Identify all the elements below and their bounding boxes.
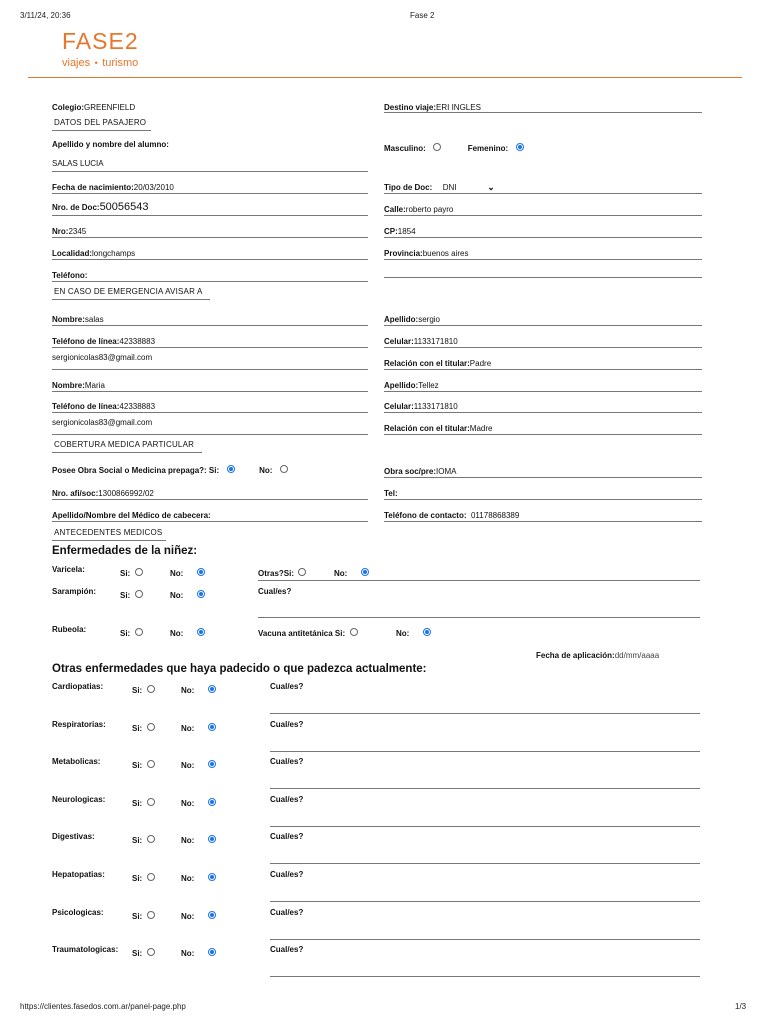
disease-si xyxy=(132,680,155,698)
sarampion-no-radio[interactable] xyxy=(197,590,205,598)
nro-doc-field xyxy=(52,197,149,215)
logo xyxy=(62,28,139,55)
tel-contacto-value[interactable]: 01178868389 xyxy=(470,511,520,520)
nro-value[interactable]: 2345 xyxy=(68,227,87,236)
tel-contacto-label: Teléfono de contacto: xyxy=(384,511,467,520)
disease-label: Neurologicas: xyxy=(52,795,106,804)
sarampion-no xyxy=(170,585,205,603)
contacto2-celular[interactable]: 1133171810 xyxy=(413,402,458,411)
section-antecedentes: ANTECEDENTES MEDICOS xyxy=(54,528,163,537)
cp-value[interactable]: 1854 xyxy=(397,227,416,236)
vacuna-si-radio[interactable] xyxy=(350,628,358,636)
otras-si-radio[interactable] xyxy=(298,568,306,576)
contacto2-apellido-underline xyxy=(384,391,702,392)
disease-no-radio[interactable] xyxy=(208,873,216,881)
disease-cuales-underline xyxy=(270,751,700,752)
ninez-title: Enfermedades de la niñez: xyxy=(52,545,198,557)
section-cobertura: COBERTURA MEDICA PARTICULAR xyxy=(54,440,195,449)
localidad-underline xyxy=(52,259,368,260)
apellido-underline xyxy=(52,171,368,172)
disease-cuales-label: Cual/es? xyxy=(270,757,304,766)
no-label: No: xyxy=(181,686,195,695)
section-pasajero: DATOS DEL PASAJERO xyxy=(54,118,147,127)
nro-afi-label: Nro. afi/soc: xyxy=(52,489,99,498)
otras-enfermedades-title: Otras enfermedades que haya padecido o que padezca actualmente: xyxy=(52,663,427,675)
disease-si-radio[interactable] xyxy=(147,798,155,806)
sarampion-si-radio[interactable] xyxy=(135,590,143,598)
si-label: Si: xyxy=(120,569,131,578)
logo-name: FASE xyxy=(62,28,125,54)
vacuna-si xyxy=(258,623,358,641)
obra-social-si-radio[interactable] xyxy=(227,465,235,473)
sarampion-si xyxy=(120,585,143,603)
telefono-underline xyxy=(52,281,368,282)
print-datetime: 3/11/24, 20:36 xyxy=(20,11,71,20)
disease-label: Traumatologicas: xyxy=(52,945,119,954)
obra-social-label: Posee Obra Social o Medicina prepaga?: Si: xyxy=(52,466,220,475)
localidad-label: Localidad: xyxy=(52,249,93,258)
disease-si xyxy=(132,830,155,848)
disease-no-radio[interactable] xyxy=(208,798,216,806)
disease-si xyxy=(132,793,155,811)
provincia-value[interactable]: buenos aires xyxy=(422,249,469,258)
nro-afi-underline xyxy=(52,499,368,500)
tel-contacto-underline xyxy=(384,521,702,522)
nro-afi-value[interactable]: 1300866992/02 xyxy=(98,489,154,498)
si-label: Si: xyxy=(132,912,143,921)
medico-label: Apellido/Nombre del Médico de cabecera: xyxy=(52,511,211,520)
disease-no xyxy=(181,755,216,773)
logo-sub-right: turismo xyxy=(102,57,139,69)
nro-underline xyxy=(52,237,368,238)
disease-no-radio[interactable] xyxy=(208,723,216,731)
disease-label: Respiratorias: xyxy=(52,720,106,729)
varicela-si xyxy=(120,563,143,581)
footer-url: https://clientes.fasedos.com.ar/panel-page.php xyxy=(20,1002,186,1011)
logo-subtitle xyxy=(62,53,138,71)
nro-doc-underline xyxy=(52,215,368,216)
contacto2-apellido-label: Apellido: xyxy=(384,381,419,390)
no-label: No: xyxy=(170,591,184,600)
femenino-label: Femenino: xyxy=(467,144,509,153)
disease-label: Psicologicas: xyxy=(52,908,104,917)
sarampion-label: Sarampión: xyxy=(52,587,97,596)
vacuna-no-radio[interactable] xyxy=(423,628,431,636)
contacto1-tel[interactable]: 42338883 xyxy=(119,337,156,346)
disease-cuales-label: Cual/es? xyxy=(270,908,304,917)
disease-cuales-label: Cual/es? xyxy=(270,870,304,879)
contacto2-email[interactable]: sergionicolas83@gmail.com xyxy=(52,418,153,427)
obra-social-no-label: No: xyxy=(259,466,273,475)
sarampion-cuales-label: Cual/es? xyxy=(258,587,292,596)
contacto1-relacion-label: Relación con el titular: xyxy=(384,359,470,368)
otras-underline xyxy=(258,580,700,581)
chevron-down-icon[interactable]: ⌄ xyxy=(487,182,495,192)
disease-cuales-label: Cual/es? xyxy=(270,945,304,954)
varicela-label: Varicela: xyxy=(52,565,85,574)
tipo-doc-select[interactable]: DNI xyxy=(442,183,457,192)
section-emergencia: EN CASO DE EMERGENCIA AVISAR A xyxy=(54,287,203,296)
no-label: No: xyxy=(181,874,195,883)
rubeola-si xyxy=(120,623,143,641)
nro-doc-value[interactable]: 50056543 xyxy=(99,201,149,213)
fecha-aplicacion-label: Fecha de aplicación: xyxy=(536,651,615,660)
disease-no xyxy=(181,906,216,924)
disease-label: Cardiopatias: xyxy=(52,682,104,691)
calle-label: Calle: xyxy=(384,205,406,214)
rubeola-no xyxy=(170,623,205,641)
disease-cuales-underline xyxy=(270,826,700,827)
destino-label: Destino viaje: xyxy=(384,103,437,112)
tel-label: Tel: xyxy=(384,489,398,498)
si-label: Si: xyxy=(132,761,143,770)
disease-si xyxy=(132,943,155,961)
si-label: Si: xyxy=(132,686,143,695)
disease-no-radio[interactable] xyxy=(208,685,216,693)
rubeola-si-radio[interactable] xyxy=(135,628,143,636)
si-label: Si: xyxy=(132,724,143,733)
vacuna-no xyxy=(396,623,431,641)
disease-cuales-underline xyxy=(270,901,700,902)
disease-cuales-label: Cual/es? xyxy=(270,720,304,729)
tel-underline xyxy=(384,499,702,500)
contacto1-celular[interactable]: 1133171810 xyxy=(413,337,458,346)
disease-cuales-underline xyxy=(270,713,700,714)
disease-cuales-underline xyxy=(270,939,700,940)
contacto1-tel-underline xyxy=(52,347,368,348)
disease-no-radio[interactable] xyxy=(208,760,216,768)
section-pasajero-underline xyxy=(52,130,151,131)
disease-si-radio[interactable] xyxy=(147,948,155,956)
header-divider xyxy=(28,77,742,78)
logo-dot: • xyxy=(94,58,98,68)
calle-value[interactable]: roberto payro xyxy=(405,205,454,214)
disease-cuales-underline xyxy=(270,976,700,977)
provincia-underline xyxy=(384,259,702,260)
contacto1-relacion[interactable]: Padre xyxy=(469,359,492,368)
disease-no xyxy=(181,680,216,698)
destino-value[interactable]: ERI INGLES xyxy=(436,103,481,112)
obra-social-question xyxy=(52,460,288,478)
no-label: No: xyxy=(181,724,195,733)
contacto2-tel-underline xyxy=(52,412,368,413)
nro-label: Nro: xyxy=(52,227,69,236)
si-label: Si: xyxy=(132,874,143,883)
colegio-field xyxy=(52,97,135,115)
disease-label: Digestivas: xyxy=(52,832,95,841)
contacto1-nombre-underline xyxy=(52,325,368,326)
si-label: Si: xyxy=(132,949,143,958)
contacto1-apellido-label: Apellido: xyxy=(384,315,419,324)
disease-no-radio[interactable] xyxy=(208,911,216,919)
rubeola-label: Rubeola: xyxy=(52,625,87,634)
obra-soc-pre-value[interactable]: IOMA xyxy=(436,467,457,476)
disease-cuales-underline xyxy=(270,863,700,864)
no-label: No: xyxy=(181,836,195,845)
nacimiento-label: Fecha de nacimiento: xyxy=(52,183,134,192)
disease-si-radio[interactable] xyxy=(147,873,155,881)
tipo-doc-underline xyxy=(384,193,702,194)
cp-underline xyxy=(384,237,702,238)
fecha-aplicacion-field xyxy=(536,645,659,663)
otras-no-radio[interactable] xyxy=(361,568,369,576)
contacto2-email-underline xyxy=(52,434,368,435)
disease-si xyxy=(132,906,155,924)
cp-label: CP: xyxy=(384,227,398,236)
tipo-doc-label: Tipo de Doc: xyxy=(384,183,433,192)
disease-no xyxy=(181,943,216,961)
contacto2-nombre[interactable]: Maria xyxy=(84,381,105,390)
contacto1-tel-label: Teléfono de línea: xyxy=(52,337,120,346)
logo-sub-left: viajes xyxy=(62,57,91,69)
section-cobertura-underline xyxy=(52,452,202,453)
contacto2-relacion-underline xyxy=(384,434,702,435)
contacto1-apellido-underline xyxy=(384,325,702,326)
obra-soc-pre-label: Obra soc/pre: xyxy=(384,467,437,476)
nacimiento-value[interactable]: 20/03/2010 xyxy=(133,183,174,192)
disease-no-radio[interactable] xyxy=(208,835,216,843)
no-label: No: xyxy=(181,761,195,770)
destino-underline xyxy=(384,112,702,113)
disease-no xyxy=(181,868,216,886)
masculino-label: Masculino: xyxy=(384,144,426,153)
contacto2-tel-label: Teléfono de línea: xyxy=(52,402,120,411)
contacto1-email-underline xyxy=(52,369,368,370)
apellido-nombre-label: Apellido y nombre del alumno: xyxy=(52,140,169,149)
contacto1-celular-label: Celular: xyxy=(384,337,414,346)
disease-no xyxy=(181,793,216,811)
si-label: Si: xyxy=(132,836,143,845)
si-label: Si: xyxy=(120,591,131,600)
no-label: No: xyxy=(181,799,195,808)
disease-label: Hepatopatias: xyxy=(52,870,105,879)
contacto2-celular-label: Celular: xyxy=(384,402,414,411)
contacto1-apellido[interactable]: sergio xyxy=(418,315,441,324)
contacto2-apellido[interactable]: Tellez xyxy=(418,381,439,390)
logo-number: 2 xyxy=(124,28,139,54)
contacto1-celular-underline xyxy=(384,347,702,348)
disease-no xyxy=(181,718,216,736)
disease-si-radio[interactable] xyxy=(147,911,155,919)
disease-si xyxy=(132,718,155,736)
disease-si-radio[interactable] xyxy=(147,835,155,843)
otras-si-label: Otras?Si: xyxy=(258,569,295,578)
fecha-aplicacion-input[interactable]: dd/mm/aaaa xyxy=(614,651,660,660)
disease-si-radio[interactable] xyxy=(147,760,155,768)
obra-social-no-radio[interactable] xyxy=(280,465,288,473)
disease-no-radio[interactable] xyxy=(208,948,216,956)
no-label: No: xyxy=(396,629,410,638)
disease-label: Metabolicas: xyxy=(52,757,101,766)
apellido-nombre-value[interactable]: SALAS LUCIA xyxy=(52,159,104,168)
colegio-label: Colegio: xyxy=(52,103,84,112)
femenino-radio[interactable] xyxy=(516,143,524,151)
colegio-value[interactable]: GREENFIELD xyxy=(84,103,136,112)
no-label: No: xyxy=(170,569,184,578)
sarampion-cuales-underline xyxy=(258,617,700,618)
disease-cuales-underline xyxy=(270,788,700,789)
contacto2-nombre-label: Nombre: xyxy=(52,381,85,390)
si-label: Si: xyxy=(132,799,143,808)
rubeola-no-radio[interactable] xyxy=(197,628,205,636)
section-emergencia-underline xyxy=(52,299,210,300)
telefono-label: Teléfono: xyxy=(52,271,88,280)
contacto1-relacion-underline xyxy=(384,369,702,370)
disease-cuales-label: Cual/es? xyxy=(270,682,304,691)
sexo-field xyxy=(384,138,524,156)
varicela-si-radio[interactable] xyxy=(135,568,143,576)
no-label: No: xyxy=(170,629,184,638)
disease-si xyxy=(132,755,155,773)
contacto2-celular-underline xyxy=(384,412,702,413)
disease-cuales-label: Cual/es? xyxy=(270,832,304,841)
si-label: Si: xyxy=(120,629,131,638)
masculino-radio[interactable] xyxy=(433,143,441,151)
print-title: Fase 2 xyxy=(410,11,435,20)
contacto1-email[interactable]: sergionicolas83@gmail.com xyxy=(52,353,153,362)
nacimiento-underline xyxy=(52,193,368,194)
section-antecedentes-underline xyxy=(52,540,166,541)
otras-si xyxy=(258,563,306,581)
provincia-label: Provincia: xyxy=(384,249,423,258)
localidad-value[interactable]: longchamps xyxy=(92,249,136,258)
disease-si-radio[interactable] xyxy=(147,685,155,693)
contacto2-tel[interactable]: 42338883 xyxy=(119,402,156,411)
contacto2-relacion-label: Relación con el titular: xyxy=(384,424,470,433)
vacuna-label: Vacuna antitetánica Si: xyxy=(258,629,346,638)
no-label: No: xyxy=(334,569,348,578)
nro-doc-label: Nro. de Doc: xyxy=(52,203,100,212)
no-label: No: xyxy=(181,949,195,958)
contacto1-nombre[interactable]: salas xyxy=(84,315,104,324)
contacto2-relacion[interactable]: Madre xyxy=(469,424,493,433)
contacto2-nombre-underline xyxy=(52,391,368,392)
footer-page: 1/3 xyxy=(735,1002,747,1011)
obra-soc-pre-underline xyxy=(384,477,702,478)
no-label: No: xyxy=(181,912,195,921)
disease-si xyxy=(132,868,155,886)
disease-si-radio[interactable] xyxy=(147,723,155,731)
medico-underline xyxy=(52,521,368,522)
varicela-no xyxy=(170,563,205,581)
disease-no xyxy=(181,830,216,848)
extra-underline xyxy=(384,277,702,278)
disease-cuales-label: Cual/es? xyxy=(270,795,304,804)
varicela-no-radio[interactable] xyxy=(197,568,205,576)
calle-underline xyxy=(384,215,702,216)
otras-no xyxy=(334,563,369,581)
contacto1-nombre-label: Nombre: xyxy=(52,315,85,324)
